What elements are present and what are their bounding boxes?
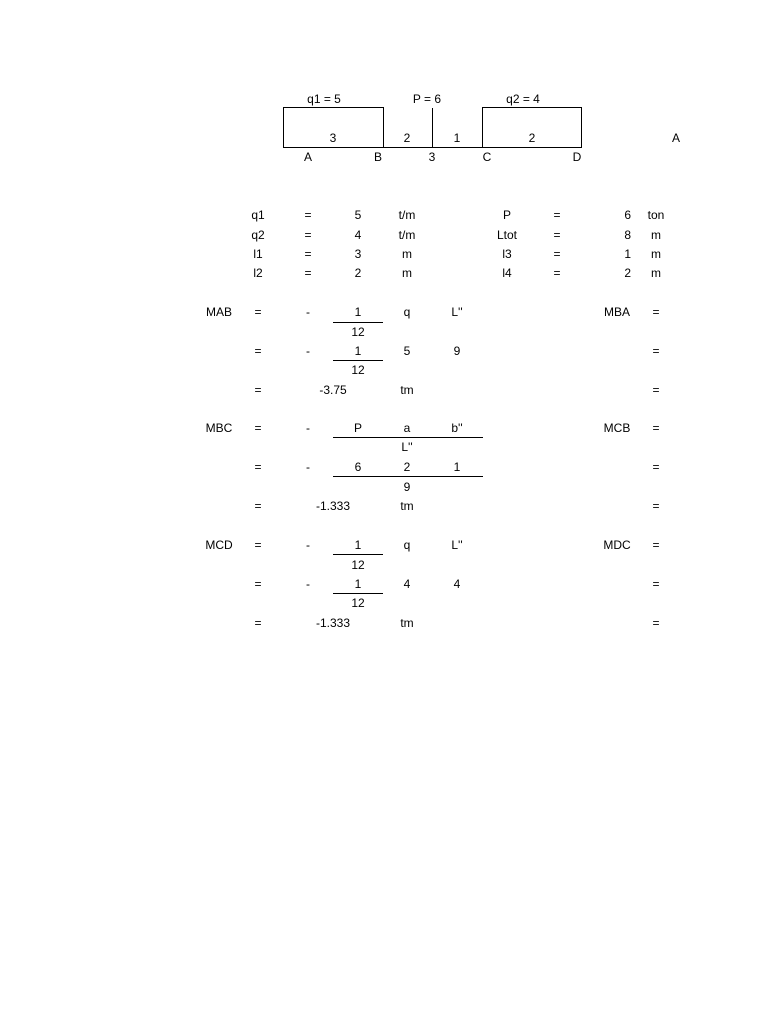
factor: b'' xyxy=(451,421,463,435)
equals-sign: = xyxy=(652,421,660,435)
equals-sign: = xyxy=(652,538,660,552)
factor: q xyxy=(403,305,411,319)
equals-sign: = xyxy=(254,383,262,397)
moment-result: -3.75 xyxy=(319,383,347,397)
minus-sign: - xyxy=(306,460,310,474)
moment-label: MCD xyxy=(205,538,233,552)
fraction-numerator: 1 xyxy=(354,577,362,591)
equals-sign: = xyxy=(254,421,262,435)
factor: 5 xyxy=(403,344,411,358)
param-value: 4 xyxy=(354,228,362,242)
minus-sign: - xyxy=(306,421,310,435)
param-unit: m xyxy=(651,247,661,261)
param-name: q2 xyxy=(251,228,265,242)
load-q1-label: q1 = 5 xyxy=(307,92,341,106)
param-value: 8 xyxy=(624,228,631,242)
factor: 4 xyxy=(453,577,461,591)
equals-sign: = xyxy=(254,538,262,552)
param-name: l3 xyxy=(502,247,512,261)
fraction-bar xyxy=(333,476,483,477)
equals-sign: = xyxy=(652,383,660,397)
equals-sign: = xyxy=(254,577,262,591)
equals-sign: = xyxy=(652,344,660,358)
equals-sign: = xyxy=(254,344,262,358)
equals-sign: = xyxy=(652,577,660,591)
fraction-denominator: 12 xyxy=(351,596,365,610)
fraction-bar xyxy=(333,322,383,323)
fraction-numerator: 1 xyxy=(354,305,362,319)
param-eq: = xyxy=(304,266,312,280)
equals-sign: = xyxy=(254,499,262,513)
load-p-label: P = 6 xyxy=(412,92,442,106)
equals-sign: = xyxy=(652,305,660,319)
right-edge-label: A xyxy=(671,131,681,145)
equals-sign: = xyxy=(652,616,660,630)
moment-label: MAB xyxy=(205,305,233,319)
node-a-label: A xyxy=(303,150,313,164)
equals-sign: = xyxy=(652,499,660,513)
moment-label-mdc: MDC xyxy=(603,538,631,552)
factor: 1 xyxy=(453,460,461,474)
point-load-line xyxy=(432,108,433,148)
fraction-denominator: 12 xyxy=(351,325,365,339)
node-c-label: C xyxy=(482,150,492,164)
param-unit: t/m xyxy=(398,228,416,242)
fraction-bar xyxy=(333,593,383,594)
param-value: 3 xyxy=(354,247,362,261)
factor: 2 xyxy=(403,460,411,474)
param-unit: m xyxy=(651,228,661,242)
param-eq: = xyxy=(304,228,312,242)
minus-sign: - xyxy=(306,305,310,319)
param-name: l4 xyxy=(502,266,512,280)
param-eq: = xyxy=(304,208,312,222)
param-eq: = xyxy=(553,247,561,261)
moment-result: -1.333 xyxy=(315,616,351,630)
fraction-denominator: 12 xyxy=(351,363,365,377)
factor: 4 xyxy=(403,577,411,591)
minus-sign: - xyxy=(306,538,310,552)
equals-sign: = xyxy=(652,460,660,474)
param-name: Ltot xyxy=(496,228,518,242)
param-unit: m xyxy=(402,266,412,280)
node-p-label: 3 xyxy=(428,150,436,164)
factor: L'' xyxy=(451,538,463,552)
minus-sign: - xyxy=(306,577,310,591)
span-length-ab: 3 xyxy=(329,131,337,145)
fraction-denominator: 9 xyxy=(403,480,411,494)
param-name: l2 xyxy=(253,266,263,280)
moment-unit: tm xyxy=(400,383,414,397)
minus-sign: - xyxy=(306,344,310,358)
param-name: P xyxy=(502,208,512,222)
fraction-numerator: 1 xyxy=(354,538,362,552)
param-value: 2 xyxy=(624,266,631,280)
param-value: 6 xyxy=(624,208,631,222)
moment-unit: tm xyxy=(400,616,414,630)
fraction-numerator: 1 xyxy=(354,344,362,358)
param-unit: t/m xyxy=(398,208,416,222)
factor: a xyxy=(403,421,411,435)
node-d-label: D xyxy=(572,150,582,164)
param-unit: m xyxy=(651,266,661,280)
fraction-denominator: L'' xyxy=(401,440,413,454)
equals-sign: = xyxy=(254,460,262,474)
param-name: l1 xyxy=(253,247,263,261)
param-name: q1 xyxy=(251,208,265,222)
fraction-numerator: P xyxy=(353,421,363,435)
span-length-cd: 2 xyxy=(528,131,536,145)
param-value: 2 xyxy=(354,266,362,280)
beam-line xyxy=(283,147,582,148)
param-unit: ton xyxy=(647,208,665,222)
moment-label-mba: MBA xyxy=(603,305,631,319)
param-eq: = xyxy=(304,247,312,261)
param-value: 5 xyxy=(354,208,362,222)
factor: 9 xyxy=(453,344,461,358)
equals-sign: = xyxy=(254,616,262,630)
fraction-denominator: 12 xyxy=(351,558,365,572)
load-q2-label: q2 = 4 xyxy=(506,92,540,106)
span-length-p-c: 1 xyxy=(453,131,461,145)
factor: L'' xyxy=(451,305,463,319)
moment-unit: tm xyxy=(400,499,414,513)
moment-result: -1.333 xyxy=(315,499,351,513)
moment-label: MBC xyxy=(205,421,233,435)
node-b-label: B xyxy=(373,150,383,164)
equals-sign: = xyxy=(254,305,262,319)
param-value: 1 xyxy=(624,247,631,261)
param-eq: = xyxy=(553,208,561,222)
param-eq: = xyxy=(553,266,561,280)
param-unit: m xyxy=(402,247,412,261)
fraction-bar xyxy=(333,437,483,438)
fraction-bar xyxy=(333,360,383,361)
span-length-b-p: 2 xyxy=(403,131,411,145)
factor: q xyxy=(403,538,411,552)
moment-label-mcb: MCB xyxy=(603,421,631,435)
param-eq: = xyxy=(553,228,561,242)
fraction-numerator: 6 xyxy=(354,460,362,474)
fraction-bar xyxy=(333,554,383,555)
